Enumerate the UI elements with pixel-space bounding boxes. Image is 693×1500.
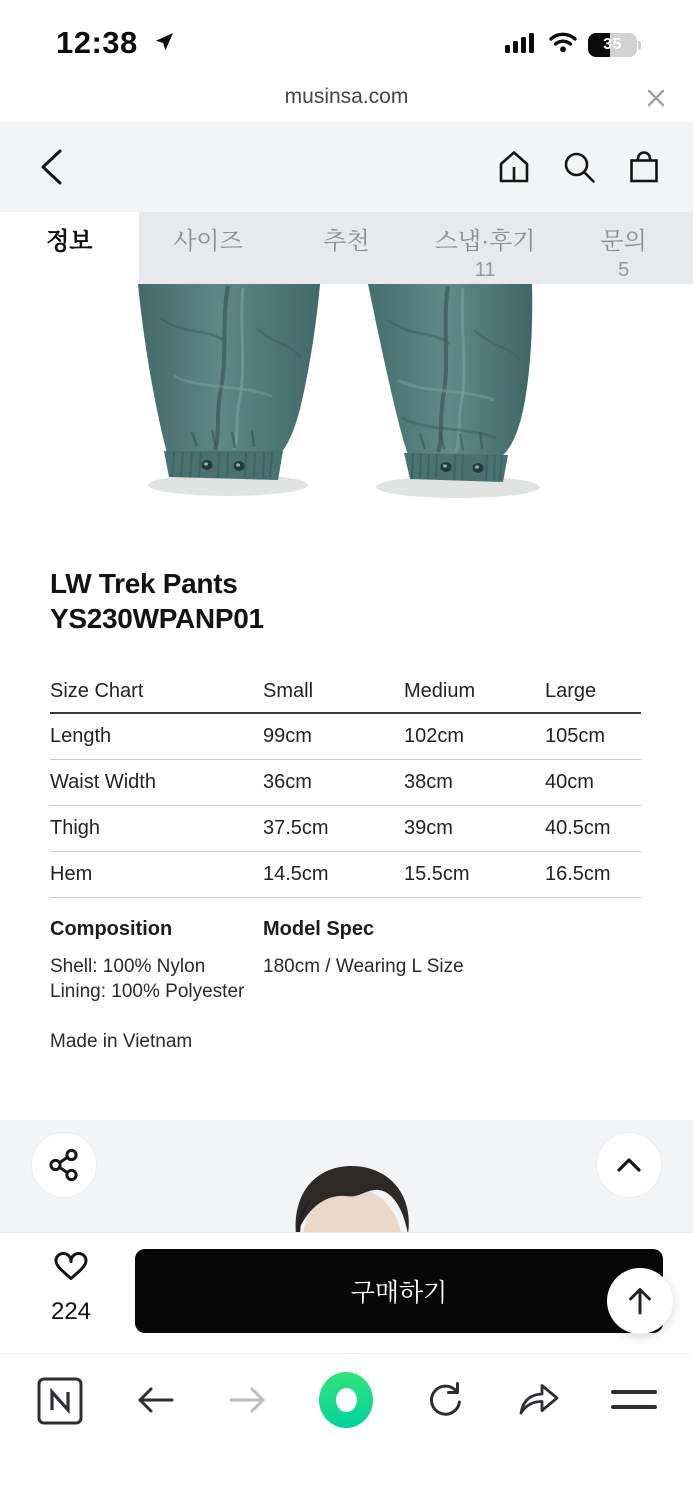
table-row: Thigh 37.5cm 39cm 40.5cm xyxy=(50,806,641,852)
tab-size[interactable]: 사이즈 xyxy=(173,228,243,255)
table-row: Waist Width 36cm 38cm 40cm xyxy=(50,760,641,806)
tab-snap-reviews[interactable]: 스냅·후기 11 xyxy=(434,228,536,281)
page-url: musinsa.com xyxy=(284,85,409,108)
battery-percent: 35 xyxy=(603,35,622,53)
heart-icon xyxy=(48,1278,94,1295)
product-detail-image xyxy=(0,284,693,560)
menu-button[interactable] xyxy=(611,1390,657,1409)
battery-icon xyxy=(588,33,637,57)
origin-label: Made in Vietnam xyxy=(50,1031,193,1052)
model-spec-title: Model Spec xyxy=(263,918,375,940)
collapse-button[interactable] xyxy=(596,1132,662,1198)
like-count: 224 xyxy=(50,1298,92,1325)
tab-info[interactable]: 정보 xyxy=(0,212,139,284)
nav-back-button[interactable] xyxy=(133,1381,177,1419)
refresh-button[interactable] xyxy=(423,1378,467,1422)
search-icon[interactable] xyxy=(560,148,598,186)
share-button[interactable] xyxy=(31,1132,97,1198)
product-title-block xyxy=(50,566,264,636)
product-code: YS230WPANP01 xyxy=(50,603,264,634)
col-large: Large xyxy=(545,679,597,702)
composition-title: Composition xyxy=(50,918,173,940)
nav-forward-button[interactable] xyxy=(226,1381,270,1419)
size-chart-table xyxy=(50,670,641,898)
naver-greendot-button[interactable] xyxy=(319,1372,373,1428)
table-row: Hem 14.5cm 15.5cm 16.5cm xyxy=(50,852,641,898)
tab-recommend[interactable]: 추천 xyxy=(323,228,370,255)
floating-action-zone xyxy=(0,1120,693,1232)
browser-title-bar xyxy=(0,75,693,122)
cellular-signal-icon xyxy=(504,30,538,59)
share-page-button[interactable] xyxy=(516,1379,562,1421)
status-icons xyxy=(504,30,637,59)
product-tab-bar xyxy=(0,212,693,284)
like-button[interactable] xyxy=(38,1249,104,1326)
col-medium: Medium xyxy=(404,679,476,702)
naver-logo-button[interactable] xyxy=(36,1374,84,1426)
shopping-bag-icon[interactable] xyxy=(625,148,663,186)
tab-inquiry[interactable]: 문의 5 xyxy=(600,228,647,281)
greendot-center xyxy=(336,1388,357,1412)
product-name: LW Trek Pants xyxy=(50,568,238,599)
back-button[interactable] xyxy=(36,148,66,186)
status-bar xyxy=(0,0,693,75)
scroll-to-top-button[interactable] xyxy=(607,1268,673,1334)
clock: 12:38 xyxy=(56,25,138,60)
model-spec-value: 180cm / Wearing L Size xyxy=(263,956,464,977)
model-photo-preview xyxy=(252,1166,452,1232)
close-icon[interactable] xyxy=(643,85,669,111)
composition-block xyxy=(50,918,263,1053)
buy-button[interactable]: 구매하기 xyxy=(135,1249,663,1333)
table-row: Length 99cm 102cm 105cm xyxy=(50,714,641,760)
app-header xyxy=(0,122,693,212)
col-small: Small xyxy=(263,679,314,702)
product-details xyxy=(50,918,641,1053)
wifi-icon xyxy=(548,30,578,59)
size-chart-title: Size Chart xyxy=(50,679,144,702)
purchase-bar xyxy=(0,1232,693,1353)
browser-toolbar xyxy=(0,1353,693,1445)
home-icon[interactable] xyxy=(495,148,533,186)
model-spec-block xyxy=(263,918,641,1053)
composition-shell: Shell: 100% Nylon xyxy=(50,956,206,977)
size-chart-header xyxy=(50,670,641,714)
location-arrow-icon xyxy=(152,30,176,59)
composition-lining: Lining: 100% Polyester xyxy=(50,981,245,1002)
